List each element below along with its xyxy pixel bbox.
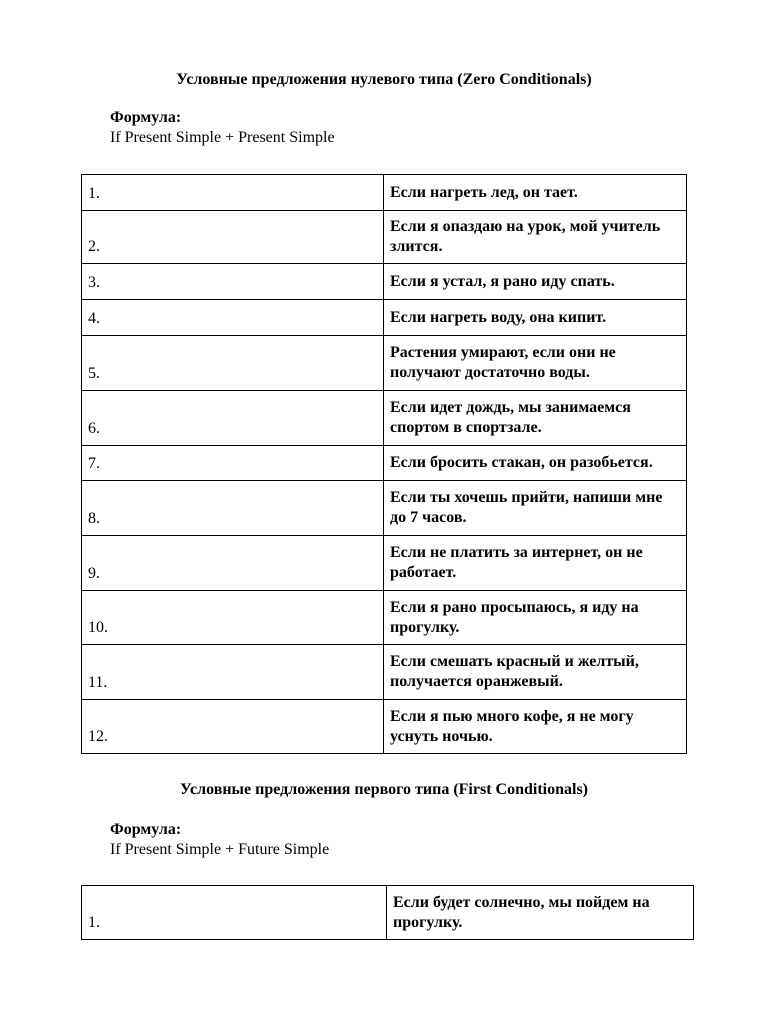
table-row (82, 336, 687, 391)
sentence-cell: Если нагреть воду, она кипит. (384, 300, 687, 336)
table-row (82, 264, 687, 300)
row-number: 8. (82, 481, 384, 536)
formula-block-zero (110, 108, 335, 148)
sentence-cell: Если не платить за интернет, он не работает. (384, 536, 687, 591)
sentence-cell: Если нагреть лед, он тает. (384, 175, 687, 211)
formula-text: If Present Simple + Future Simple (110, 841, 330, 858)
row-number: 7. (82, 446, 384, 481)
sentence-cell: Если я рано просыпаюсь, я иду на прогулку. (384, 591, 687, 645)
table-row (82, 211, 687, 264)
sentence-cell: Если ты хочешь прийти, напиши мне до 7 часов. (384, 481, 687, 536)
row-number: 3. (82, 264, 384, 300)
sentence-cell: Растения умирают, если они не получают достаточно воды. (384, 336, 687, 391)
sentence-cell: Если я опаздаю на урок, мой учитель злится. (384, 211, 687, 264)
sentence-cell: Если идет дождь, мы занимаемся спортом в спортзале. (384, 391, 687, 446)
table-row (82, 645, 687, 700)
table-row (82, 300, 687, 336)
section-title-first-conditionals: Условные предложения первого типа (First Conditionals) (180, 781, 588, 798)
row-number: 12. (82, 700, 384, 754)
row-number: 2. (82, 211, 384, 264)
formula-label: Формула: (110, 821, 182, 838)
row-number: 4. (82, 300, 384, 336)
row-number: 10. (82, 591, 384, 645)
row-number: 11. (82, 645, 384, 700)
row-number: 6. (82, 391, 384, 446)
zero-conditionals-table (81, 174, 687, 754)
table-row (82, 591, 687, 645)
formula-block-first (110, 820, 329, 860)
table-row (82, 391, 687, 446)
first-conditionals-table (81, 885, 694, 940)
row-number: 1. (82, 175, 384, 211)
sentence-cell: Если я пью много кофе, я не могу уснуть ночью. (384, 700, 687, 754)
sentence-cell: Если я устал, я рано иду спать. (384, 264, 687, 300)
sentence-cell: Если будет солнечно, мы пойдем на прогулку. (387, 886, 694, 940)
row-number: 5. (82, 336, 384, 391)
table-row (82, 175, 687, 211)
row-number: 1. (82, 886, 387, 940)
table-row (82, 481, 687, 536)
row-number: 9. (82, 536, 384, 591)
table-row (82, 536, 687, 591)
section-title-zero-conditionals: Условные предложения нулевого типа (Zero Conditionals) (176, 71, 592, 88)
sentence-cell: Если бросить стакан, он разобьется. (384, 446, 687, 481)
sentence-cell: Если смешать красный и желтый, получается оранжевый. (384, 645, 687, 700)
formula-label: Формула: (110, 109, 182, 126)
table-row (82, 886, 694, 940)
formula-text: If Present Simple + Present Simple (110, 129, 335, 146)
table-row (82, 700, 687, 754)
table-row (82, 446, 687, 481)
